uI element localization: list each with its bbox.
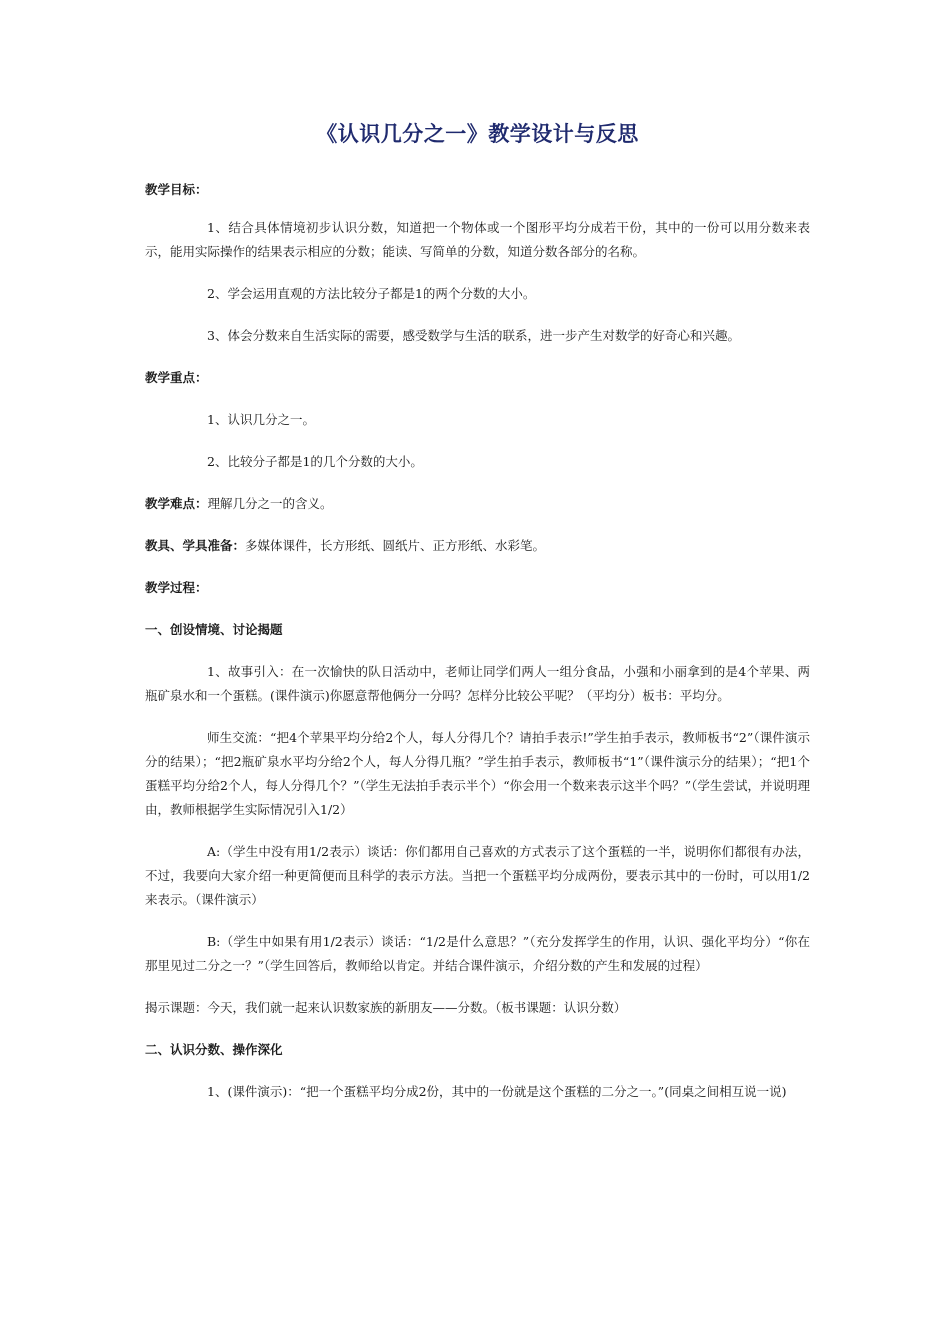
difficulty-text: 理解几分之一的含义。 <box>207 496 333 511</box>
section-1-paragraph-2: 师生交流：“把4个苹果平均分给2个人，每人分得几个？请拍手表示!”学生拍手表示，教师板书“2”（课件演示分的结果）；“把2瓶矿泉水平均分给2个人，每人分得几瓶？”学生拍手表示，教师板书“1”（课件演示分的结果）；“把1个蛋糕平均分给2个人，每人分得几个？”（学生无法拍手表示半个）“你会用一个数来表示这半个吗？”（学生尝试，并说明理由，教师根据学生实际情况引入1/2） <box>145 730 810 817</box>
materials-label: 教具、学具准备： <box>145 538 246 553</box>
key-point-2: 2、比较分子都是1的几个分数的大小。 <box>207 454 423 469</box>
section-1-heading: 一、创设情境、讨论揭题 <box>145 622 283 637</box>
materials-text: 多媒体课件，长方形纸、圆纸片、正方形纸、水彩笔。 <box>245 538 546 553</box>
key-point-1: 1、认识几分之一。 <box>207 412 315 427</box>
goal-2: 2、学会运用直观的方法比较分子都是1的两个分数的大小。 <box>207 286 536 301</box>
section-2-heading: 二、认识分数、操作深化 <box>145 1042 283 1057</box>
key-points-heading: 教学重点： <box>145 370 208 385</box>
section-1-paragraph-5: 揭示课题：今天，我们就一起来认识数家族的新朋友——分数。（板书课题：认识分数） <box>145 1000 627 1015</box>
process-heading: 教学过程： <box>145 580 208 595</box>
document-title: 《认识几分之一》教学设计与反思 <box>316 121 639 146</box>
difficulty-label: 教学难点： <box>145 496 208 511</box>
materials-line <box>145 534 810 558</box>
section-2-paragraph-1: 1、(课件演示)：“把一个蛋糕平均分成2份，其中的一份就是这个蛋糕的二分之一。”(同桌之间相互说一说) <box>207 1084 787 1099</box>
document-body <box>145 118 810 1104</box>
section-1-paragraph-1: 1、故事引入：在一次愉快的队日活动中，老师让同学们两人一组分食品，小强和小丽拿到的是4个苹果、两瓶矿泉水和一个蛋糕。(课件演示)你愿意帮他俩分一分吗？怎样分比较公平呢？（平均分）板书：平均分。 <box>145 664 810 703</box>
goal-3: 3、体会分数来自生活实际的需要，感受数学与生活的联系，进一步产生对数学的好奇心和兴趣。 <box>207 328 740 343</box>
section-1-paragraph-4: B:（学生中如果有用1/2表示）谈话：“1/2是什么意思？”（充分发挥学生的作用，认识、强化平均分）“你在那里见过二分之一？”（学生回答后，教师给以肯定。并结合课件演示，介绍分数的产生和发展的过程） <box>145 934 810 973</box>
goal-1: 1、结合具体情境初步认识分数，知道把一个物体或一个图形平均分成若干份，其中的一份可以用分数来表示，能用实际操作的结果表示相应的分数；能读、写简单的分数，知道分数各部分的名称。 <box>145 220 810 259</box>
goals-heading: 教学目标： <box>145 182 208 197</box>
difficulty-line <box>145 492 810 516</box>
section-1-paragraph-3: A:（学生中没有用1/2表示）谈话：你们都用自己喜欢的方式表示了这个蛋糕的一半，说明你们都很有办法，不过，我要向大家介绍一种更简便而且科学的表示方法。当把一个蛋糕平均分成两份，要表示其中的一份时，可以用1/2来表示。（课件演示） <box>145 844 810 907</box>
